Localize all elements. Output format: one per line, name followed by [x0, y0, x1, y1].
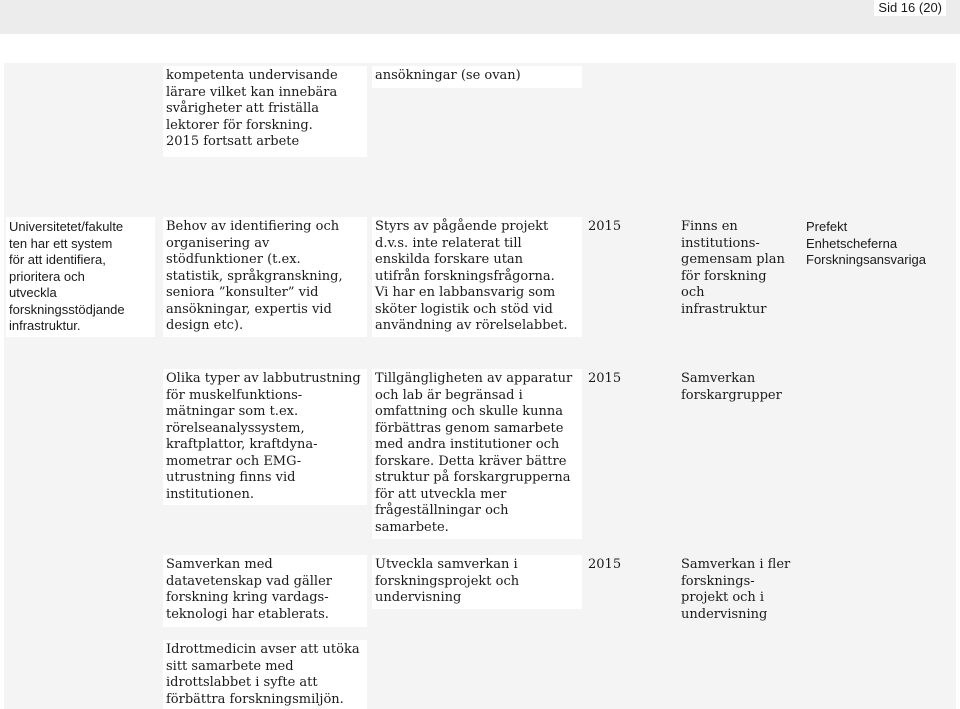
table-cell-r2-outcome: Samverkan forskargrupper [678, 369, 796, 407]
table-cell-r2-current-state: Olika typer av labbutrustning för muskelfunktions- mätningar som t.ex. rörelseanalyssystem, kraftplattor, kraftdyna- mometrar och EMG- utrustning finns vid institutionen. [163, 369, 367, 505]
table-cell-r0-measures: ansökningar (se ovan) [372, 66, 582, 88]
page-header-band [0, 0, 960, 34]
table-cell-r1-responsible: Prefekt Enhetscheferna Forskningsansvariga [803, 217, 953, 271]
table-cell-r3-measures: Utveckla samverkan i forskningsprojekt och undervisning [372, 555, 582, 609]
table-cell-r1-measures: Styrs av pågående projekt d.v.s. inte relaterat till enskilda forskare utan utifrån forskningsfrågorna. Vi har en labbansvarig som sköter logistik och stöd vid användning av rörelselabbet. [372, 217, 582, 337]
table-cell-r1-outcome: Finns en institutions- gemensam plan för forskning och infrastruktur [678, 217, 796, 321]
table-cell-r1-current-state: Behov av identifiering och organisering av stödfunktioner (t.ex. statistik, språkgranskning, seniora ”konsulter” vid ansökningar, expertis vid design etc). [163, 217, 367, 337]
table-cell-r2-year: 2015 [585, 369, 645, 391]
table-cell-r2-measures: Tillgängligheten av apparatur och lab är begränsad i omfattning och skulle kunna förbättras genom samarbete med andra institutioner och forskare. Detta kräver bättre struktur på forskargrupperna för att utveckla mer frågeställningar och samarbete. [372, 369, 582, 539]
page-number: Sid 16 (20) [874, 0, 946, 16]
table-cell-r0-current-state: kompetenta undervisande lärare vilket kan innebära svårigheter att friställa lektorer för forskning. 2015 fortsatt arbete [163, 66, 367, 157]
table-cell-r3-current-state: Samverkan med datavetenskap vad gäller forskning kring vardags- teknologi har etablerats. [163, 555, 367, 627]
table-cell-r1-goal: Universitetet/fakulte ten har ett system för att identifiera, prioritera och utveckla forskningsstödjande infrastruktur. [6, 217, 155, 337]
table-cell-r1-year: 2015 [585, 217, 645, 239]
table-cell-r3-year: 2015 [585, 555, 645, 577]
table-cell-r4-current-state: Idrottmedicin avser att utöka sitt samarbete med idrottslabbet i syfte att förbättra forskningsmiljön. [163, 640, 367, 709]
table-cell-r3-outcome: Samverkan i fler forsknings- projekt och i undervisning [678, 555, 796, 625]
